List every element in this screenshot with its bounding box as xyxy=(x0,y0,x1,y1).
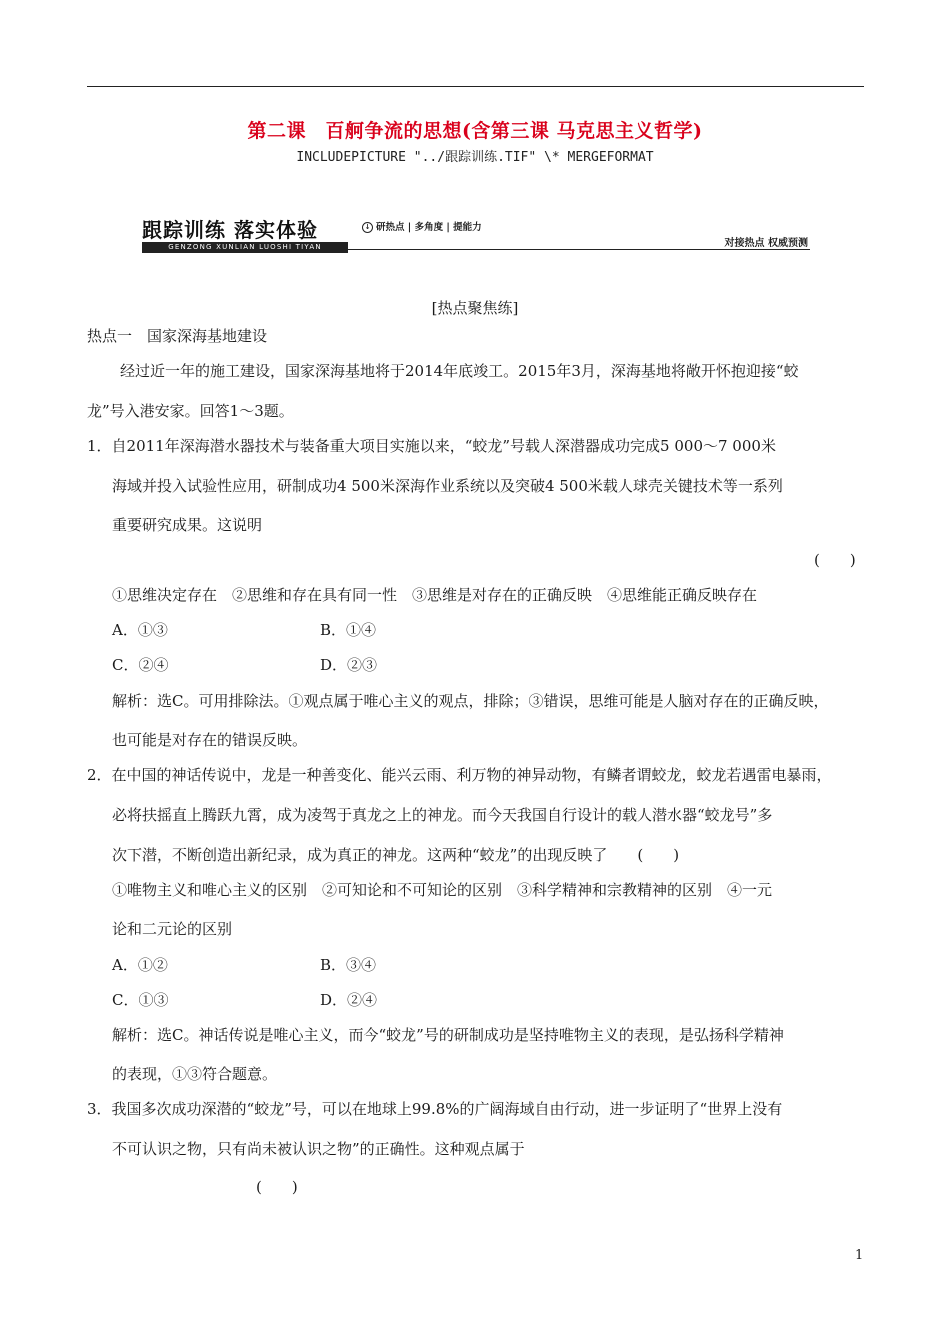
q1-analysis-line: 也可能是对存在的错误反映。 xyxy=(112,731,308,749)
q2-option-d: D．②④ xyxy=(320,991,378,1009)
q2-statements: ①唯物主义和唯心主义的区别 ②可知论和不可知论的区别 ③科学精神和宗教精神的区别 ④一元 xyxy=(112,881,773,899)
q2-analysis-line: 的表现，①③符合题意。 xyxy=(112,1065,278,1083)
q3-stem-line: 3．我国多次成功深潜的“蛟龙”号，可以在地球上99.8%的广阔海域自由行动，进一步证明了“世界上没有 xyxy=(87,1100,783,1118)
q2-option-b: B．③④ xyxy=(320,956,377,974)
q1-option-a: A．①③ xyxy=(112,621,168,639)
intro-line: 经过近一年的施工建设，国家深海基地将于2014年底竣工。2015年3月，深海基地将敞开怀抱迎接“蛟 xyxy=(120,362,799,380)
q3-answer-bracket: ( ) xyxy=(256,1178,298,1196)
section-heading: [热点聚焦练] xyxy=(431,299,519,317)
q1-stem-line: 重要研究成果。这说明 xyxy=(112,516,263,534)
header-rule xyxy=(87,86,864,87)
q2-stem-line: 2．在中国的神话传说中，龙是一种善变化、能兴云雨、利万物的神异动物，有鳞者谓蛟龙，蛟龙若遇雷电暴雨， xyxy=(87,766,832,784)
q3-stem-line: 不可认识之物，只有尚未被认识之物”的正确性。这种观点属于 xyxy=(112,1140,525,1158)
intro-line: 龙”号入港安家。回答1～3题。 xyxy=(87,402,294,420)
banner-tags xyxy=(362,219,482,233)
banner-right-text: 对接热点 权威预测 xyxy=(724,238,808,249)
q2-analysis-line: 解析：选C。神话传说是唯心主义，而今“蛟龙”号的研制成功是坚持唯物主义的表现，是弘扬科学精神 xyxy=(112,1026,784,1044)
q1-option-c: C．②④ xyxy=(112,656,169,674)
banner-rule xyxy=(348,249,810,250)
lesson-title: 第二课 百舸争流的思想(含第三课 马克思主义哲学) xyxy=(247,120,703,142)
q2-statements: 论和二元论的区别 xyxy=(112,920,233,938)
hotspot-heading: 热点一 国家深海基地建设 xyxy=(87,327,268,345)
banner-subtitle: GENZONG XUNLIAN LUOSHI TIYAN xyxy=(142,242,348,253)
banner-tags-text: 研热点 | 多角度 | 提能力 xyxy=(376,222,482,233)
q1-stem-line: 1．自2011年深海潜水器技术与装备重大项目实施以来，“蛟龙”号载人深潜器成功完成5 000～7 000米 xyxy=(87,437,776,455)
q2-option-a: A．①② xyxy=(112,956,168,974)
q2-stem-line: 次下潜，不断创造出新纪录，成为真正的神龙。这两种“蛟龙”的出现反映了 ( ) xyxy=(112,846,680,864)
q1-option-b: B．①④ xyxy=(320,621,377,639)
q1-analysis-line: 解析：选C。可用排除法。①观点属于唯心主义的观点，排除；③错误，思维可能是人脑对存在的正确反映， xyxy=(112,692,829,710)
tracking-banner xyxy=(142,214,810,254)
down-arrow-icon: ↓ xyxy=(362,222,373,233)
q1-stem-line: 海域并投入试验性应用，研制成功4 500米深海作业系统以及突破4 500米载人球壳关键技术等一系列 xyxy=(112,477,783,495)
q1-statements: ①思维决定存在 ②思维和存在具有同一性 ③思维是对存在的正确反映 ④思维能正确反映存在 xyxy=(112,586,758,604)
q2-stem-line: 必将扶摇直上腾跃九霄，成为凌驾于真龙之上的神龙。而今天我国自行设计的载人潜水器“蛟龙号”多 xyxy=(112,806,773,824)
q2-option-c: C．①③ xyxy=(112,991,169,1009)
q1-answer-bracket: ( ) xyxy=(814,551,856,569)
include-field-code: INCLUDEPICTURE "../跟踪训练.TIF" \* MERGEFORMAT xyxy=(296,150,654,165)
q1-option-d: D．②③ xyxy=(320,656,378,674)
banner-title: 跟踪训练 落实体验 xyxy=(142,218,318,242)
page-number: 1 xyxy=(855,1248,864,1263)
